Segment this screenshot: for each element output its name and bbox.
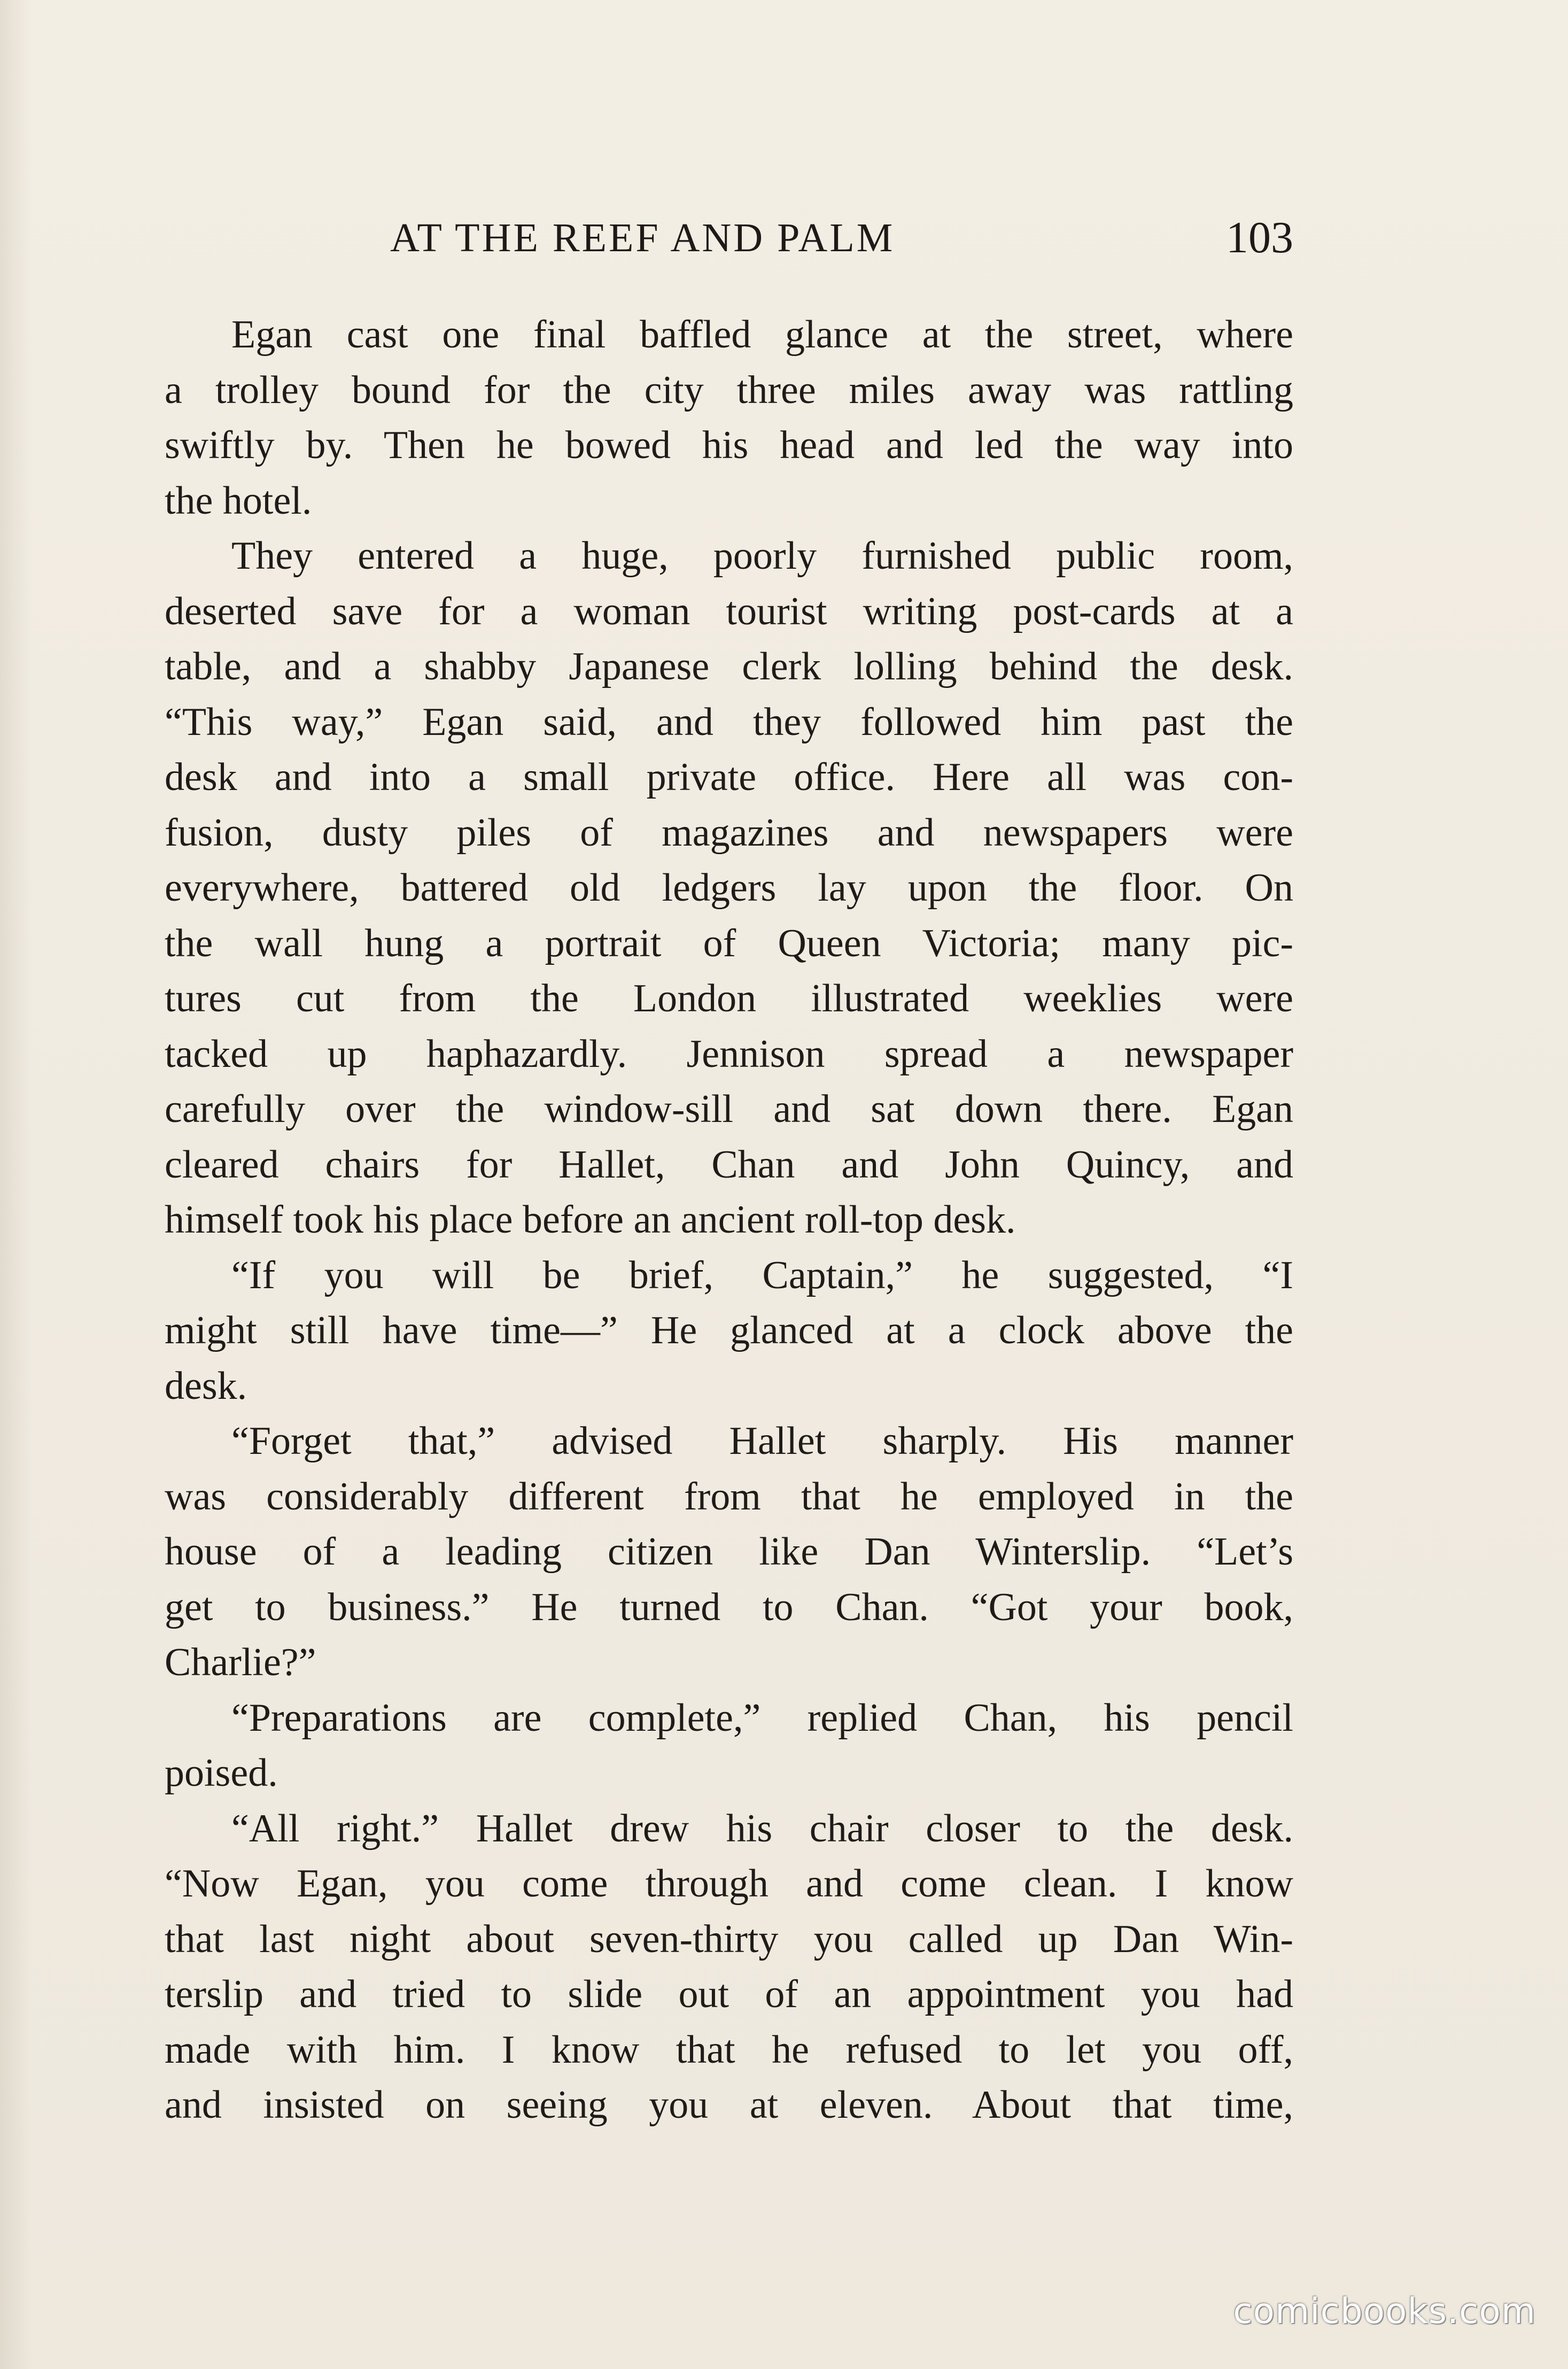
text-line: “Preparations are complete,” replied Chan, his pencil (231, 1696, 1293, 1740)
text-line: They entered a huge, poorly furnished public room, (231, 534, 1293, 578)
text-line: a trolley bound for the city three miles away was rattling (165, 368, 1293, 412)
text-line: might still have time—” He glanced at a clock above the (165, 1309, 1293, 1352)
text-line: fusion, dusty piles of magazines and newspapers were (165, 810, 1293, 855)
gutter-shadow (0, 0, 32, 2369)
text-line: was considerably different from that he employed in the (165, 1474, 1293, 1519)
text-line: “All right.” Hallet drew his chair closer to the desk. (231, 1806, 1293, 1851)
paragraph (165, 1414, 1293, 1691)
text-line: “If you will be brief, Captain,” he suggested, “I (231, 1253, 1293, 1297)
text-line: swiftly by. Then he bowed his head and led the way into (165, 423, 1293, 467)
text-line: and insisted on seeing you at eleven. About that time, (165, 2083, 1293, 2127)
paragraph (165, 1248, 1293, 1414)
text-line: poised. (165, 1751, 278, 1795)
running-head (166, 208, 1293, 273)
text-line: carefully over the window-sill and sat down there. Egan (165, 1087, 1293, 1131)
text-line: made with him. I know that he refused to let you off, (165, 2027, 1293, 2072)
paragraph (165, 307, 1293, 529)
text-line: deserted save for a woman tourist writing post-cards at a (165, 589, 1293, 633)
text-line: terslip and tried to slide out of an appointment you had (165, 1972, 1293, 2016)
text-line: that last night about seven-thirty you called up Dan Win- (165, 1917, 1293, 1961)
text-line: get to business.” He turned to Chan. “Got your book, (165, 1585, 1293, 1629)
text-line: desk and into a small private office. Here all was con- (165, 755, 1293, 799)
watermark: comicbooks.com (1233, 2290, 1536, 2332)
text-line: tures cut from the London illustrated weeklies were (165, 977, 1293, 1020)
running-title: AT THE REEF AND PALM (390, 215, 895, 260)
text-line: everywhere, battered old ledgers lay upon the floor. On (165, 866, 1293, 910)
text-line: “Now Egan, you come through and come clean. I know (165, 1862, 1293, 1906)
paragraph (165, 1691, 1293, 1801)
text-line: house of a leading citizen like Dan Winterslip. “Let’s (165, 1530, 1293, 1574)
text-line: desk. (165, 1364, 247, 1408)
text-line: himself took his place before an ancient roll-top desk. (165, 1198, 1016, 1242)
text-line: tacked up haphazardly. Jennison spread a newspaper (165, 1032, 1293, 1076)
text-line: “Forget that,” advised Hallet sharply. His manner (231, 1419, 1293, 1463)
text-line: cleared chairs for Hallet, Chan and John Quincy, and (165, 1142, 1293, 1187)
paragraph (165, 1801, 1293, 2133)
paragraph (165, 529, 1293, 1248)
body-text (165, 307, 1293, 2133)
text-line: the hotel. (165, 478, 312, 523)
text-line: the wall hung a portrait of Queen Victoria; many pic- (165, 921, 1293, 965)
text-line: Egan cast one final baffled glance at the street, where (231, 313, 1293, 357)
text-line: table, and a shabby Japanese clerk lolling behind the desk. (165, 645, 1293, 688)
text-line: Charlie?” (165, 1640, 316, 1684)
page-number: 103 (1226, 213, 1293, 262)
text-line: “This way,” Egan said, and they followed him past the (165, 700, 1293, 744)
